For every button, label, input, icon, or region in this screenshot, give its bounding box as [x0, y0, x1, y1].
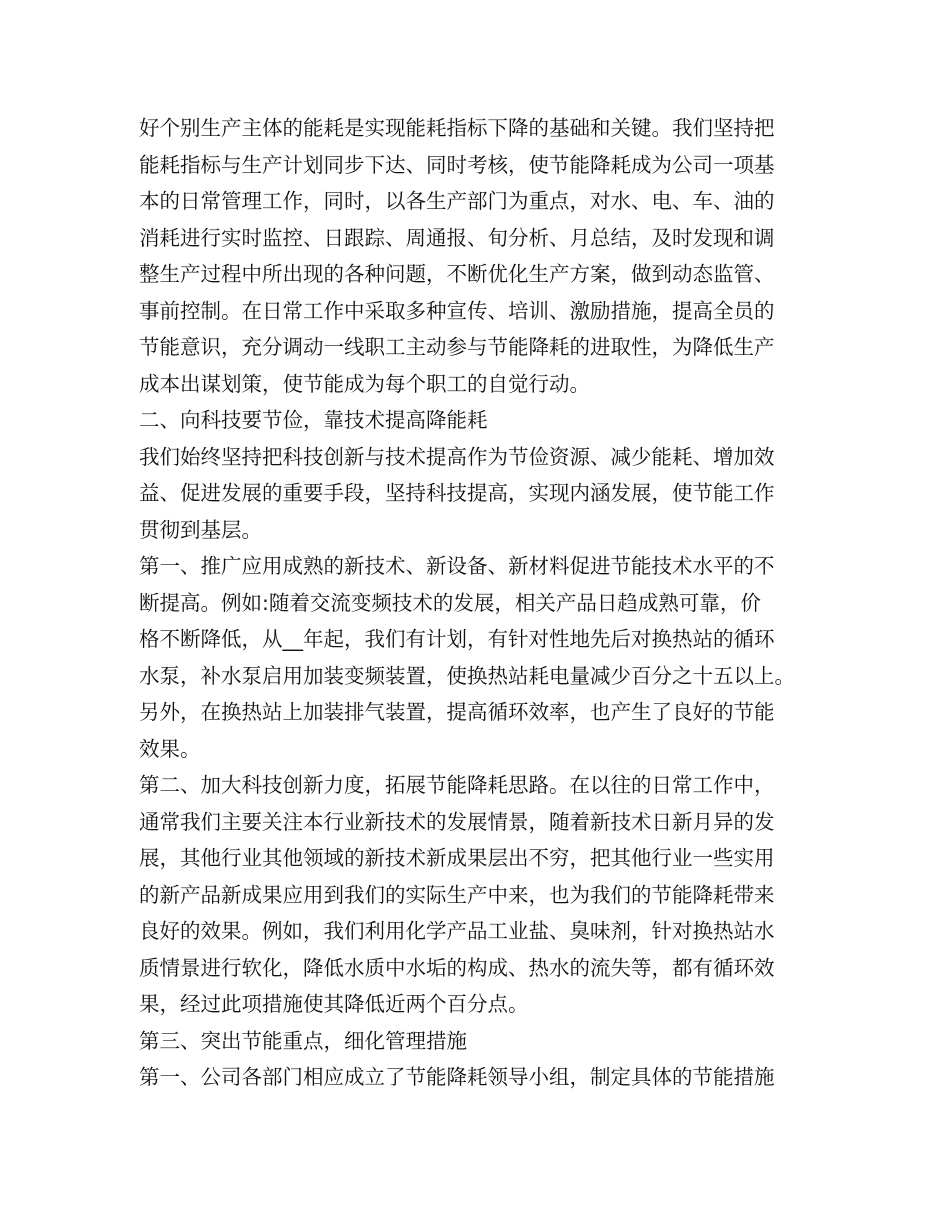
text-line: 本的日常管理工作，同时，以各生产部门为重点，对水、电、车、油的: [139, 189, 775, 213]
text-line: 的新产品新成果应用到我们的实际生产中来，也为我们的节能降耗带来: [139, 882, 775, 907]
text-line: 格不断降低，从__年起，我们有计划，有针对性地先后对换热站的循环: [139, 627, 775, 651]
text-line: 第一、公司各部门相应成立了节能降耗领导小组，制定具体的节能措施: [139, 1065, 775, 1089]
text-line: 消耗进行实时监控、日跟踪、周通报、旬分析、月总结，及时发现和调: [139, 225, 775, 250]
text-line: 益、促进发展的重要手段，坚持科技提高，实现内涵发展，使节能工作: [139, 481, 775, 505]
text-line: 断提高。例如:随着交流变频技术的发展，相关产品日趋成熟可靠，价: [139, 590, 761, 615]
text-line: 另外，在换热站上加装排气装置，提高循环效率，也产生了良好的节能: [139, 700, 775, 724]
text-line: 第一、推广应用成熟的新技术、新设备、新材料促进节能技术水平的不: [139, 554, 775, 578]
text-line: 展，其他行业其他领域的新技术新成果层出不穷，把其他行业一些实用: [139, 846, 775, 870]
text-line: 整生产过程中所出现的各种问题，不断优化生产方案，做到动态监管、: [139, 262, 775, 286]
text-line: 能耗指标与生产计划同步下达、同时考核，使节能降耗成为公司一项基: [139, 152, 775, 177]
text-line: 节能意识，充分调动一线职工主动参与节能降耗的进取性，为降低生产: [139, 335, 775, 359]
document-body: [139, 110, 839, 1096]
text-line: 贯彻到基层。: [139, 517, 262, 542]
text-line: 通常我们主要关注本行业新技术的发展情景，随着新技术日新月异的发: [139, 809, 775, 834]
text-line: 果，经过此项措施使其降低近两个百分点。: [139, 992, 529, 1016]
text-line: 事前控制。在日常工作中采取多种宣传、培训、激励措施，提高全员的: [139, 298, 775, 323]
text-line: 成本出谋划策，使节能成为每个职工的自觉行动。: [139, 371, 590, 396]
section-heading: 二、向科技要节俭，靠技术提高降能耗: [139, 408, 488, 432]
text-line: 第二、加大科技创新力度，拓展节能降耗思路。在以往的日常工作中，: [139, 773, 775, 797]
text-line: 我们始终坚持把科技创新与技术提高作为节俭资源、减少能耗、增加效: [139, 444, 775, 469]
text-line: 效果。: [139, 736, 201, 761]
text-line: 良好的效果。例如，我们利用化学产品工业盐、臭味剂，针对换热站水: [139, 919, 775, 943]
text-line: 好个别生产主体的能耗是实现能耗指标下降的基础和关键。我们坚持把: [139, 116, 775, 140]
text-line: 质情景进行软化，降低水质中水垢的构成、热水的流失等，都有循环效: [139, 955, 775, 980]
section-heading: 第三、突出节能重点，细化管理措施: [139, 1028, 467, 1053]
text-line: 水泵，补水泵启用加装变频装置，使换热站耗电量减少百分之十五以上。: [139, 663, 795, 688]
